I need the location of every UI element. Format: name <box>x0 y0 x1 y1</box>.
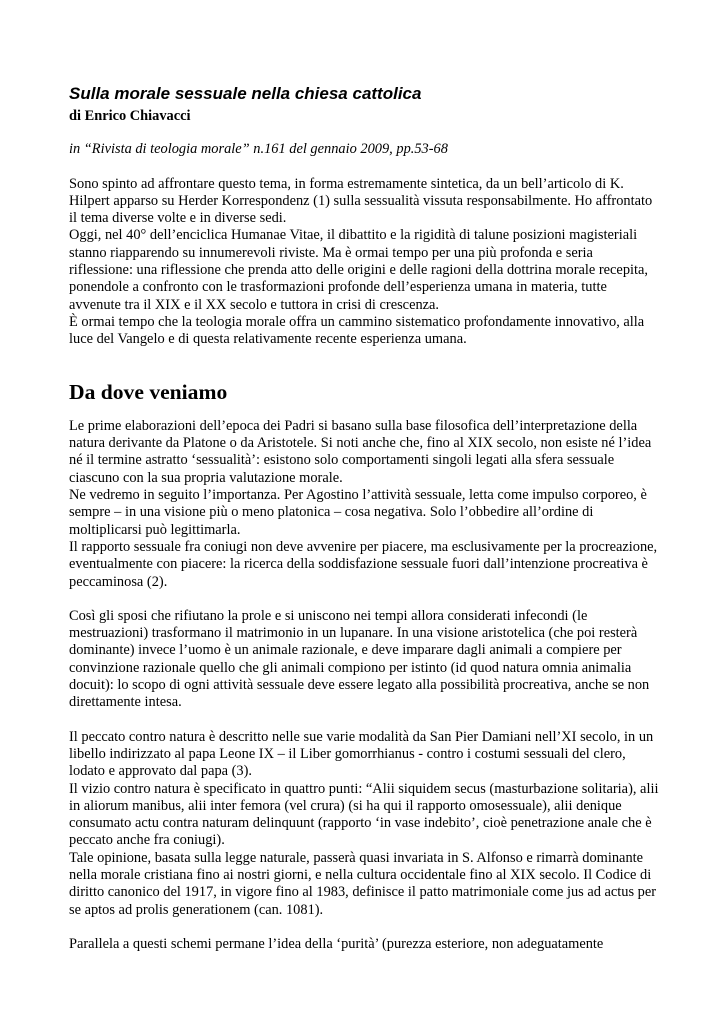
body-paragraph: Parallela a questi schemi permane l’idea della ‘purità’ (purezza esteriore, non adeguatamente <box>69 935 604 952</box>
section-block-1 <box>69 418 659 591</box>
intro-paragraph: Oggi, nel 40° dell’enciclica Humanae Vitae, il dibattito e la rigidità di talune posizioni magisteriali stanno riapparendo su innumerevoli riviste. Ma è ormai tempo per una più profonda e seria riflessione: una riflessione che prenda atto delle origini e delle ragioni della dottrina morale recepita, ponendole a confronto con le trasformazioni profonde dell’esperienza umana in materia, tutte avvenute tra il XIX e il XX secolo e tuttora in crisi di crescenza. <box>69 227 648 313</box>
intro-paragraph: Sono spinto ad affrontare questo tema, in forma estremamente sintetica, da un bell’articolo di K. Hilpert apparso su Herder Korrespondenz (1) sulla sessualità vissuta responsabilmente. Ho affrontato il tema diverse volte e in diverse sedi. <box>69 175 653 227</box>
body-paragraph: Così gli sposi che rifiutano la prole e si uniscono nei tempi allora considerati infecondi (le mestruazioni) trasformano il matrimonio in un lupanare. In una visione aristotelica (che poi resterà dominante) invece l’uomo è un animale razionale, e deve imparare dagli animali a compiere per convinzione razionale quello che gli animali compiono per istinto (id quod natura omnia animalia docuit): lo scopo di ogni attività sessuale deve essere legato alla possibilità procreativa, anche se non direttamente intesa. <box>69 607 650 711</box>
section-block-3 <box>69 729 659 919</box>
document-page <box>69 80 659 953</box>
body-paragraph: Tale opinione, basata sulla legge naturale, passerà quasi invariata in S. Alfonso e rimarrà dominante nella morale cristiana fino ai nostri giorni, e nella cultura occidentale fino al XIX secolo. Il Codice di diritto canonico del 1917, in vigore fino al 1983, definisce il patto matrimoniale come jus ad actus per se aptos ad prolis generationem (can. 1081). <box>69 849 657 918</box>
body-paragraph: Il rapporto sessuale fra coniugi non deve avvenire per piacere, ma esclusivamente per la procreazione, eventualmente con piacere: la ricerca della soddisfazione sessuale fuori dall’intenzione procreativa è peccaminosa (2). <box>69 538 658 590</box>
body-paragraph: Il vizio contro natura è specificato in quattro punti: “Alii siquidem secus (masturbazione solitaria), alii in aliorum manibus, alii inter femora (vel crura) (si ha qui il rapporto omosessuale), alii denique consumato actu contra naturam delinquunt (rapporto ‘in vase indebito’, cioè penetrazione anale che è peccato anche fra coniugi). <box>69 780 659 849</box>
article-source: in “Rivista di teologia morale” n.161 del gennaio 2009, pp.53-68 <box>69 141 448 158</box>
body-paragraph: Ne vedremo in seguito l’importanza. Per Agostino l’attività sessuale, letta come impulso corporeo, è sempre – in una visione più o meno platonica – cosa negativa. Solo l’obbedire all’ordine di moltiplicarsi può legittimarla. <box>69 487 647 538</box>
section-block-4 <box>69 936 659 953</box>
section-heading: Da dove veniamo <box>69 379 228 404</box>
spacer <box>69 159 659 176</box>
spacer <box>69 712 659 729</box>
intro-block <box>69 176 659 349</box>
spacer <box>69 349 659 384</box>
section-block-2 <box>69 608 659 712</box>
body-paragraph: Il peccato contro natura è descritto nelle sue varie modalità da San Pier Damiani nell’XI secolo, in un libello indirizzato al papa Leone IX – il Liber gomorrhianus - contro i costumi sessuali del clero, lodato e approvato dal papa (3). <box>69 728 654 780</box>
article-author: di Enrico Chiavacci <box>69 108 191 124</box>
spacer <box>69 591 659 608</box>
spacer <box>69 919 659 936</box>
body-paragraph: Le prime elaborazioni dell’epoca dei Padri si basano sulla base filosofica dell’interpretazione della natura derivante da Platone o da Aristotele. Si noti anche che, fino al XIX secolo, non esiste né l’idea né il termine astratto ‘sessualità’: esistono solo comportamenti singoli legati alla sfera sessuale ciascuno con la sua propria valutazione morale. <box>69 417 652 486</box>
intro-paragraph: È ormai tempo che la teologia morale offra un cammino sistematico profondamente innovativo, alla luce del Vangelo e di questa relativamente recente esperienza umana. <box>69 313 645 348</box>
article-title: Sulla morale sessuale nella chiesa cattolica <box>69 84 422 103</box>
